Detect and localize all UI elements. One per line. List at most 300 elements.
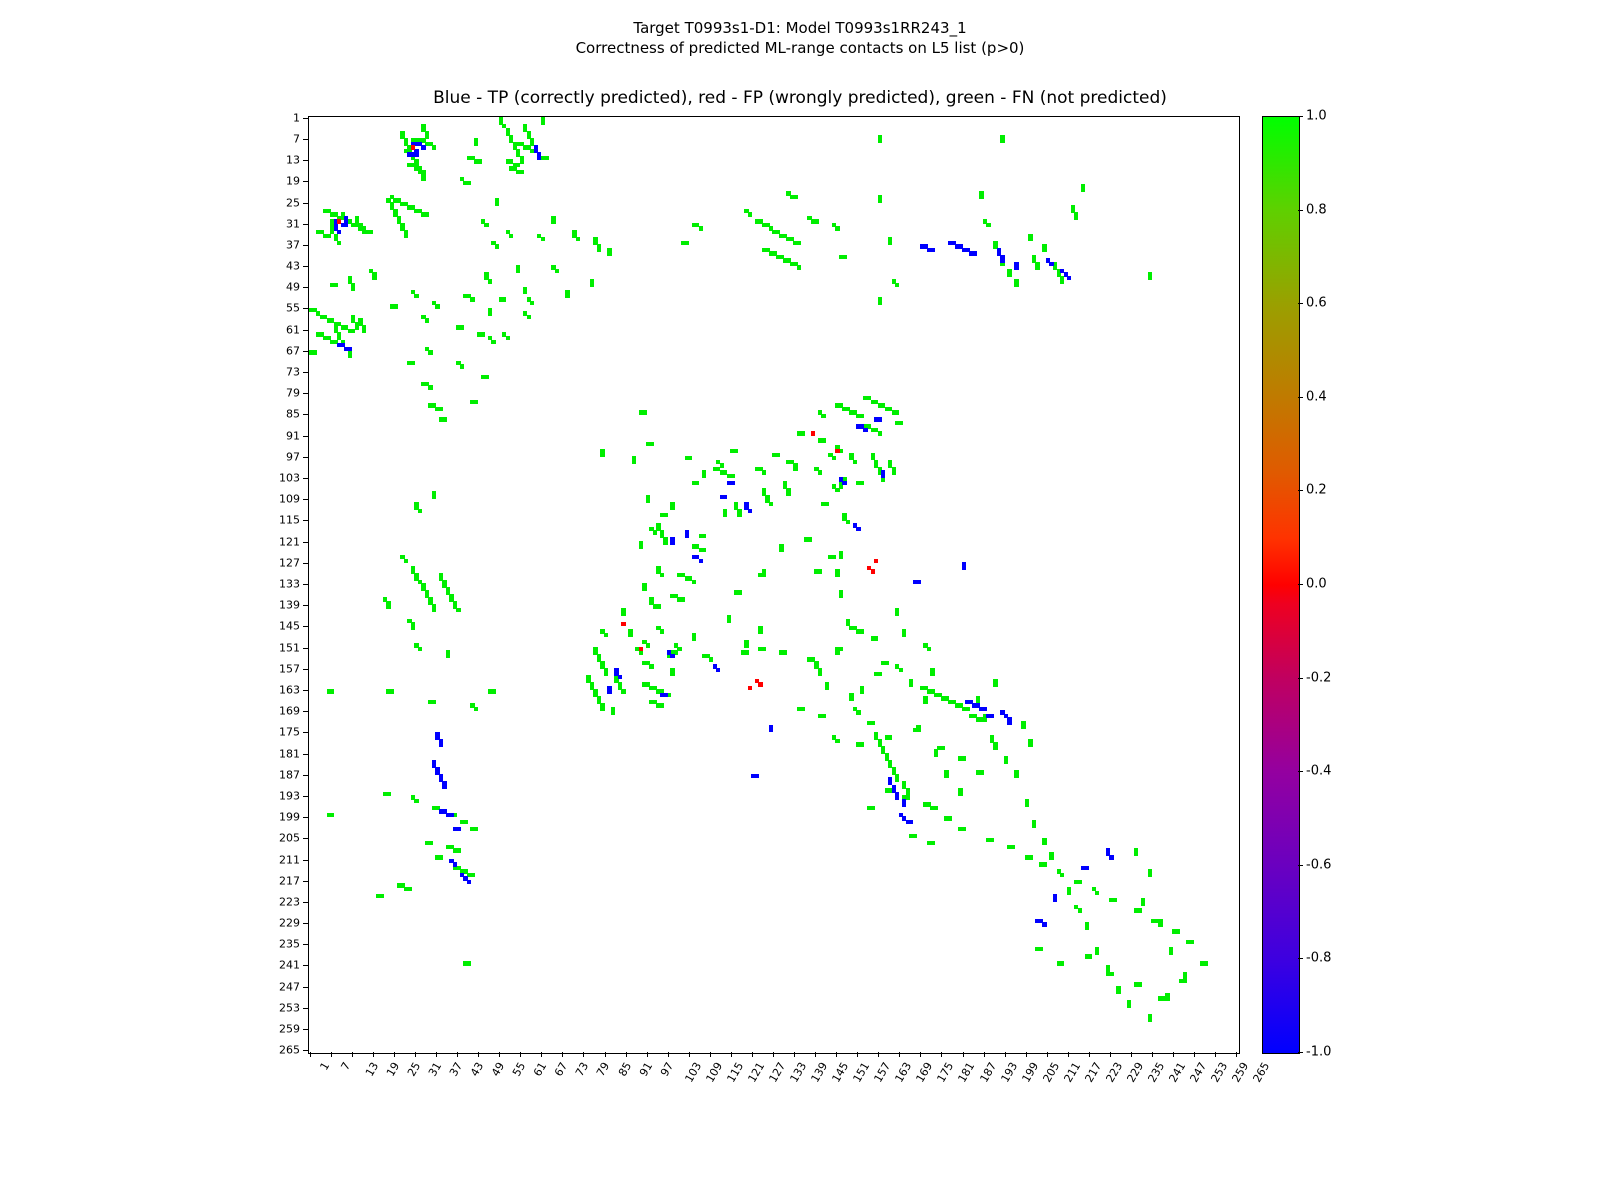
contact-cell [934, 753, 938, 757]
contact-cell [502, 297, 506, 301]
x-tick-label: 139 [808, 1060, 831, 1085]
contact-cell [762, 573, 766, 577]
contact-cell [520, 170, 524, 174]
contact-cell [762, 470, 766, 474]
contact-cell [849, 696, 853, 700]
contact-cell [439, 407, 443, 411]
contact-cell [456, 608, 460, 612]
contact-cell [491, 340, 495, 344]
contact-cell [404, 234, 408, 238]
contact-cell [432, 700, 436, 704]
contact-cell [565, 294, 569, 298]
contact-cell [1042, 922, 1046, 926]
contact-cell [885, 661, 889, 665]
contact-cell [793, 195, 797, 199]
contact-cell [337, 230, 341, 234]
contact-cell [1028, 855, 1032, 859]
contact-cell [621, 622, 625, 626]
contact-cell [944, 774, 948, 778]
contact-cell [769, 728, 773, 732]
contact-cell [597, 248, 601, 252]
contact-cell [832, 555, 836, 559]
x-tick-label: 145 [829, 1060, 852, 1085]
contact-cell [470, 873, 474, 877]
contact-cell [642, 410, 646, 414]
contact-cell [748, 509, 752, 513]
contact-cell [934, 806, 938, 810]
y-tick-label: 235 [279, 937, 300, 951]
contact-cell [783, 650, 787, 654]
contact-cell [1011, 845, 1015, 849]
contact-cell [576, 237, 580, 241]
contact-cell [488, 311, 492, 315]
x-tick-label: 7 [338, 1060, 354, 1073]
colorbar-tick-label: -0.6 [1306, 857, 1332, 873]
y-tick-label: 67 [286, 344, 300, 358]
contact-cell [835, 573, 839, 577]
y-tick-label: 265 [279, 1043, 300, 1057]
contact-cell [856, 710, 860, 714]
contact-cell [604, 672, 608, 676]
contact-cell [362, 230, 366, 234]
contact-cell [425, 212, 429, 216]
y-tick-label: 25 [286, 196, 300, 210]
contact-cell [825, 686, 829, 690]
x-tick-label: 55 [510, 1060, 529, 1079]
contact-cell [878, 138, 882, 142]
contact-cell [456, 827, 460, 831]
contact-cell [923, 700, 927, 704]
contact-cell [474, 400, 478, 404]
contact-cell [677, 647, 681, 651]
colorbar-tick-label: 0.4 [1306, 389, 1327, 405]
x-tick-label: 115 [724, 1060, 747, 1085]
contact-cell [477, 159, 481, 163]
contact-cell [835, 449, 839, 453]
colorbar-tick-label: 0.2 [1306, 482, 1327, 498]
x-tick-label: 157 [871, 1060, 894, 1085]
contact-cell [1204, 961, 1208, 965]
y-tick-label: 115 [279, 513, 300, 527]
contact-cell [456, 848, 460, 852]
y-tick-label: 43 [286, 259, 300, 273]
x-tick-label: 241 [1166, 1060, 1189, 1085]
contact-cell [590, 283, 594, 287]
x-tick-label: 163 [892, 1060, 915, 1085]
contact-cell [660, 573, 664, 577]
contact-cell [888, 241, 892, 245]
contact-map-plot [308, 116, 1240, 1054]
contact-cell [449, 813, 453, 817]
contact-cell [516, 269, 520, 273]
contact-cell [428, 350, 432, 354]
contact-cell [1134, 852, 1138, 856]
contact-cell [758, 682, 762, 686]
contact-cell [1109, 855, 1113, 859]
contact-cell [685, 241, 689, 245]
colorbar-tick-mark [1298, 958, 1303, 959]
contact-cell [646, 498, 650, 502]
x-tick-label: 127 [766, 1060, 789, 1085]
contact-cell [906, 792, 910, 796]
colorbar-tick-mark [1298, 584, 1303, 585]
y-tick-label: 187 [279, 768, 300, 782]
contact-cell [439, 855, 443, 859]
contact-cell [544, 156, 548, 160]
colorbar-tick-mark [1298, 1052, 1303, 1053]
contact-cell [537, 156, 541, 160]
contact-cell [863, 428, 867, 432]
contact-cell [702, 548, 706, 552]
contact-cell [604, 633, 608, 637]
contact-cell [460, 325, 464, 329]
contact-cell [421, 145, 425, 149]
contact-cell [860, 629, 864, 633]
contact-cell [1004, 760, 1008, 764]
contact-cell [484, 375, 488, 379]
contact-cell [1095, 951, 1099, 955]
colorbar-tick-label: -0.2 [1306, 670, 1332, 686]
x-tick-label: 67 [552, 1060, 571, 1079]
chart-legend-text: Blue - TP (correctly predicted), red - FP (wrongly predicted), green - FN (not predicted) [433, 88, 1167, 108]
contact-cell [527, 315, 531, 319]
contact-cell [442, 417, 446, 421]
contact-cell [871, 806, 875, 810]
contact-cell [1060, 873, 1064, 877]
contact-cell [1007, 272, 1011, 276]
y-tick-label: 175 [279, 725, 300, 739]
contact-cell [839, 555, 843, 559]
contact-cell [1032, 823, 1036, 827]
colorbar-tick-mark [1298, 678, 1303, 679]
colorbar-tick-mark [1298, 865, 1303, 866]
contact-cell [930, 248, 934, 252]
colorbar-tick-label: -0.8 [1306, 950, 1332, 966]
contact-cell [1183, 975, 1187, 979]
y-tick-label: 133 [279, 577, 300, 591]
x-tick-label: 259 [1229, 1060, 1252, 1085]
y-tick-label: 223 [279, 895, 300, 909]
contact-cell [1141, 901, 1145, 905]
contact-cell [878, 301, 882, 305]
contact-cell [646, 643, 650, 647]
contact-cell [463, 820, 467, 824]
contact-cell [1042, 862, 1046, 866]
contact-cell [818, 470, 822, 474]
y-tick-label: 31 [286, 217, 300, 231]
x-tick-label: 61 [531, 1060, 550, 1079]
contact-cell [1165, 996, 1169, 1000]
x-tick-label: 205 [1040, 1060, 1062, 1085]
contact-cell [414, 294, 418, 298]
contact-cell [425, 318, 429, 322]
contact-cell [530, 301, 534, 305]
contact-cell [1060, 279, 1064, 283]
contact-cell [663, 541, 667, 545]
contact-cell [488, 279, 492, 283]
contact-cell [628, 633, 632, 637]
contact-cell [709, 657, 713, 661]
contact-cell [1067, 276, 1071, 280]
contact-cell [962, 756, 966, 760]
contact-cell [720, 463, 724, 467]
contact-cell [800, 707, 804, 711]
contact-cell [1042, 248, 1046, 252]
chart-title-line1: Target T0993s1-D1: Model T0993s1RR243_1 [633, 19, 967, 37]
x-tick-label: 37 [447, 1060, 466, 1079]
contact-cell [432, 145, 436, 149]
colorbar-tick-label: 0.8 [1306, 202, 1327, 218]
contact-cell [965, 707, 969, 711]
contact-cell [762, 647, 766, 651]
contact-cell [386, 604, 390, 608]
contact-cell [1148, 1018, 1152, 1022]
x-tick-label: 229 [1124, 1060, 1147, 1085]
contact-cell [1113, 898, 1117, 902]
contact-cell [730, 474, 734, 478]
contact-cell [1028, 237, 1032, 241]
contact-cell [846, 622, 850, 626]
contact-cell [895, 283, 899, 287]
contact-cell [663, 513, 667, 517]
contact-cell [860, 689, 864, 693]
contact-cell [688, 456, 692, 460]
contact-cell [786, 491, 790, 495]
contact-cell [481, 332, 485, 336]
contact-cell [744, 650, 748, 654]
contact-cell [825, 502, 829, 506]
y-tick-label: 103 [279, 471, 300, 485]
contact-cell [663, 693, 667, 697]
contact-cell [695, 481, 699, 485]
y-tick-label: 193 [279, 789, 300, 803]
x-tick-label: 109 [703, 1060, 726, 1085]
y-tick-label: 217 [279, 874, 300, 888]
contact-cell [878, 417, 882, 421]
contact-cell [390, 689, 394, 693]
contact-cell [1176, 929, 1180, 933]
contact-cell [362, 329, 366, 333]
contact-cell [895, 611, 899, 615]
contact-cell [600, 707, 604, 711]
contact-cell [856, 527, 860, 531]
contact-cell [379, 894, 383, 898]
contact-cell [1127, 1004, 1131, 1008]
contact-cell [853, 460, 857, 464]
colorbar-tick-label: -0.4 [1306, 763, 1332, 779]
contact-cell [842, 255, 846, 259]
contact-cell [432, 608, 436, 612]
contact-cell [1000, 258, 1004, 262]
contact-cell [1028, 742, 1032, 746]
x-tick-label: 91 [636, 1060, 655, 1079]
contact-cell [909, 820, 913, 824]
y-tick-label: 73 [286, 365, 300, 379]
contact-cell [330, 689, 334, 693]
contact-cell [874, 559, 878, 563]
contact-cell [1014, 283, 1018, 287]
y-tick-label: 199 [279, 810, 300, 824]
contact-cell [649, 442, 653, 446]
contact-cell [892, 470, 896, 474]
contact-cell [418, 647, 422, 651]
contact-cell [916, 728, 920, 732]
contact-cell [446, 654, 450, 658]
y-tick-label: 241 [279, 958, 300, 972]
y-tick-label: 91 [286, 429, 300, 443]
y-tick-label: 229 [279, 916, 300, 930]
contact-cell [670, 654, 674, 658]
x-tick-label: 181 [955, 1060, 978, 1085]
contact-cell [899, 668, 903, 672]
x-tick-label: 187 [977, 1060, 999, 1085]
y-tick-label: 7 [293, 132, 300, 146]
y-tick-label: 211 [279, 853, 300, 866]
contact-cell [702, 534, 706, 538]
colorbar [1262, 116, 1300, 1054]
y-tick-label: 85 [286, 407, 300, 421]
contact-cell [639, 647, 643, 651]
contact-cell [685, 534, 689, 538]
contact-cell [835, 650, 839, 654]
contact-cell [930, 841, 934, 845]
contact-cell [642, 587, 646, 591]
contact-cell [871, 569, 875, 573]
x-tick-label: 13 [362, 1060, 382, 1079]
y-tick-label: 121 [279, 535, 300, 549]
contact-cell [621, 689, 625, 693]
contact-cell [821, 414, 825, 418]
y-tick-label: 109 [279, 492, 300, 506]
contact-cell [842, 481, 846, 485]
contact-cell [776, 453, 780, 457]
contact-cell [491, 689, 495, 693]
colorbar-tick-mark [1298, 771, 1303, 772]
contact-cell [432, 495, 436, 499]
contact-cell [428, 841, 432, 845]
contact-cell [979, 195, 983, 199]
y-tick-label: 13 [286, 153, 300, 167]
x-tick-label: 73 [573, 1060, 592, 1079]
y-tick-label: 163 [279, 683, 300, 697]
contact-cell [351, 287, 355, 291]
contact-cell [895, 795, 899, 799]
contact-cell [941, 746, 945, 750]
contact-cell [506, 336, 510, 340]
contact-cell [1049, 262, 1053, 266]
x-tick-label: 265 [1250, 1060, 1273, 1085]
colorbar-tick-mark [1298, 303, 1303, 304]
contact-cell [670, 506, 674, 510]
x-tick-label: 151 [850, 1060, 873, 1085]
contact-cell [699, 226, 703, 230]
contact-cell [372, 276, 376, 280]
contact-cell [670, 541, 674, 545]
contact-cell [611, 710, 615, 714]
contact-cell [681, 597, 685, 601]
contact-cell [484, 223, 488, 227]
colorbar-tick-mark [1298, 490, 1303, 491]
contact-cell [832, 456, 836, 460]
x-tick-label: 49 [489, 1060, 508, 1079]
contact-cell [523, 290, 527, 294]
contact-cell [1078, 908, 1082, 912]
contact-cell [435, 304, 439, 308]
colorbar-tick-mark [1298, 397, 1303, 398]
contact-cell [520, 159, 524, 163]
contact-cell [551, 219, 555, 223]
contact-cell [878, 672, 882, 676]
contact-cell [948, 816, 952, 820]
contact-cell [439, 742, 443, 746]
colorbar-tick-mark [1298, 116, 1303, 117]
contact-cell [1116, 989, 1120, 993]
contact-cell [895, 777, 899, 781]
contact-cell [474, 827, 478, 831]
y-tick-label: 181 [279, 747, 300, 761]
y-tick-label: 55 [286, 301, 300, 315]
contact-cell [411, 626, 415, 630]
contact-cell [990, 838, 994, 842]
y-tick-label: 247 [279, 980, 300, 994]
contact-cell [414, 152, 418, 156]
contact-cell [860, 742, 864, 746]
y-tick-label: 157 [279, 662, 300, 676]
contact-cell [418, 509, 422, 513]
contact-cell [1049, 855, 1053, 859]
contact-cell [467, 961, 471, 965]
x-tick-label: 85 [615, 1060, 634, 1079]
contact-cell [555, 269, 559, 273]
contact-cell [411, 361, 415, 365]
contact-cell [1085, 926, 1089, 930]
contact-cell [1190, 940, 1194, 944]
contact-cell [737, 590, 741, 594]
colorbar-tick-label: 0.6 [1306, 295, 1327, 311]
contact-cell [414, 799, 418, 803]
y-tick-label: 49 [286, 280, 300, 294]
contact-cell [442, 785, 446, 789]
contact-cell [348, 347, 352, 351]
contact-cell [467, 880, 471, 884]
x-tick-label: 211 [1061, 1060, 1083, 1085]
colorbar-tick-mark [1298, 210, 1303, 211]
contact-cell [727, 619, 731, 623]
contact-cell [979, 770, 983, 774]
x-tick-label: 1 [317, 1060, 333, 1073]
contact-cell [737, 513, 741, 517]
contact-cell [811, 431, 815, 435]
contact-cell [1067, 891, 1071, 895]
contact-cell [1095, 891, 1099, 895]
contact-cell [734, 449, 738, 453]
contact-cell [1078, 880, 1082, 884]
contact-cell [1085, 866, 1089, 870]
contact-cell [313, 350, 317, 354]
contact-cell [927, 647, 931, 651]
contact-cell [835, 739, 839, 743]
contact-cell [878, 198, 882, 202]
x-tick-label: 217 [1082, 1060, 1105, 1085]
contact-cell [369, 230, 373, 234]
x-tick-label: 235 [1145, 1060, 1168, 1085]
contact-cell [618, 675, 622, 679]
y-tick-label: 97 [286, 450, 300, 464]
x-tick-label: 199 [1019, 1060, 1041, 1085]
contact-cell [748, 212, 752, 216]
contact-cell [818, 569, 822, 573]
contact-cell [913, 834, 917, 838]
